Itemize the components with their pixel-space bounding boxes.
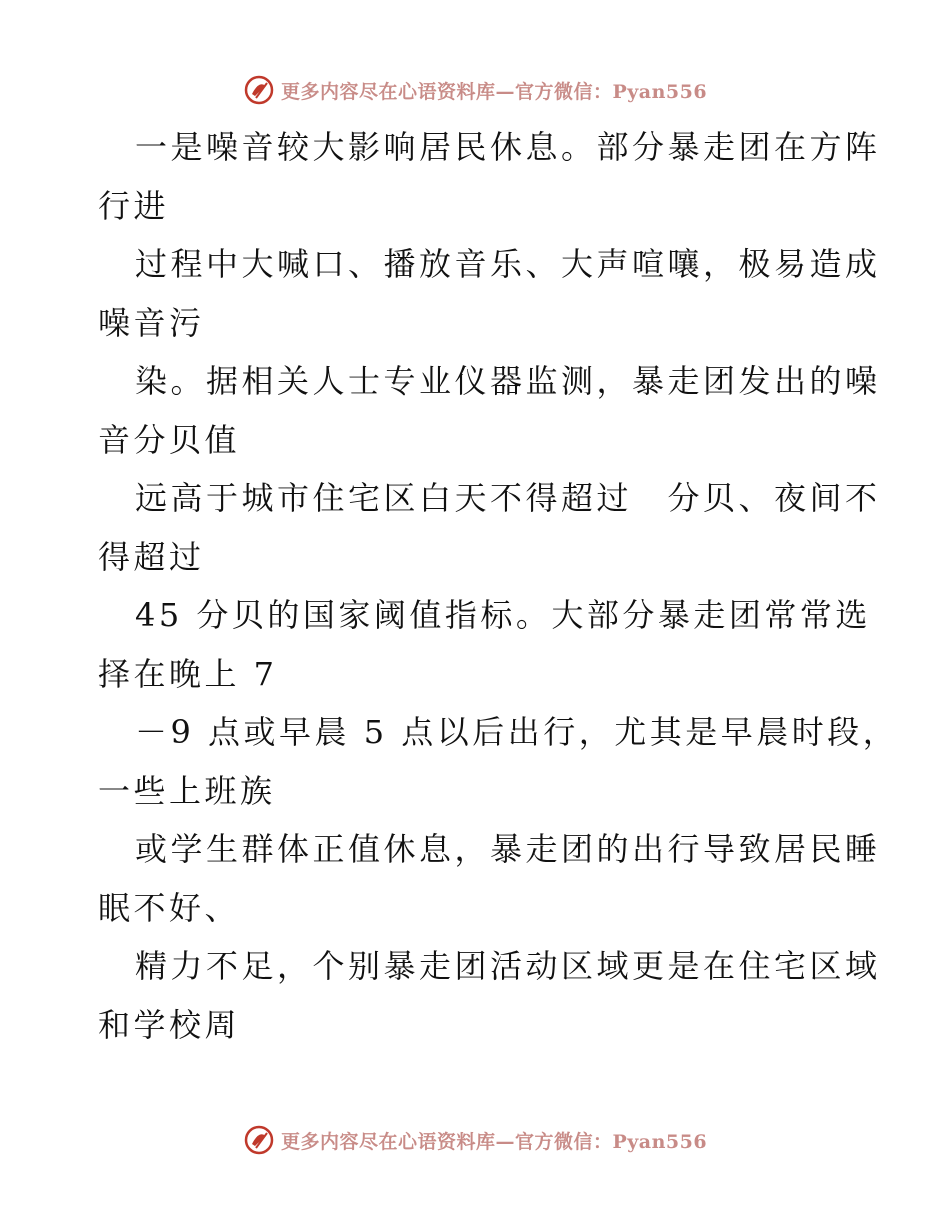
text-line: 和学校周 [98, 1005, 241, 1044]
text-line: 择在晚上 7 [98, 654, 278, 693]
text-line: 眠不好、 [98, 888, 241, 927]
text-line: 音分贝值 [98, 420, 241, 459]
text-line: 行进 [98, 186, 170, 225]
watermark-header [0, 70, 950, 110]
watermark-text: 更多内容尽在心语资料库—官方微信：Pyan556 [280, 80, 708, 103]
text-line: 噪音污 [98, 303, 205, 342]
text-line: 一是噪音较大影响居民休息。部分暴走团在方阵 [135, 128, 881, 166]
text-line: 远高于城市住宅区白天不得超过 分贝、夜间不 [135, 479, 881, 517]
text-line: 精力不足，个别暴走团活动区域更是在住宅区域 [135, 947, 881, 985]
seal-logo-icon [243, 74, 275, 106]
text-line: －9 点或早晨 5 点以后出行，尤其是早晨时段， [135, 713, 899, 751]
text-line: 染。据相关人士专业仪器监测，暴走团发出的噪 [135, 362, 881, 400]
seal-logo-icon [243, 1124, 275, 1156]
text-line: 一些上班族 [98, 771, 276, 810]
watermark-text: 更多内容尽在心语资料库—官方微信：Pyan556 [280, 1130, 708, 1153]
text-line: 或学生群体正值休息，暴走团的出行导致居民睡 [135, 830, 881, 868]
text-line: 过程中大喊口、播放音乐、大声喧嚷，极易造成 [135, 245, 881, 283]
text-line: 得超过 [98, 537, 205, 576]
document-body [98, 118, 899, 1054]
watermark-footer [0, 1120, 950, 1160]
text-line: 45 分贝的国家阈值指标。大部分暴走团常常选 [135, 596, 871, 634]
